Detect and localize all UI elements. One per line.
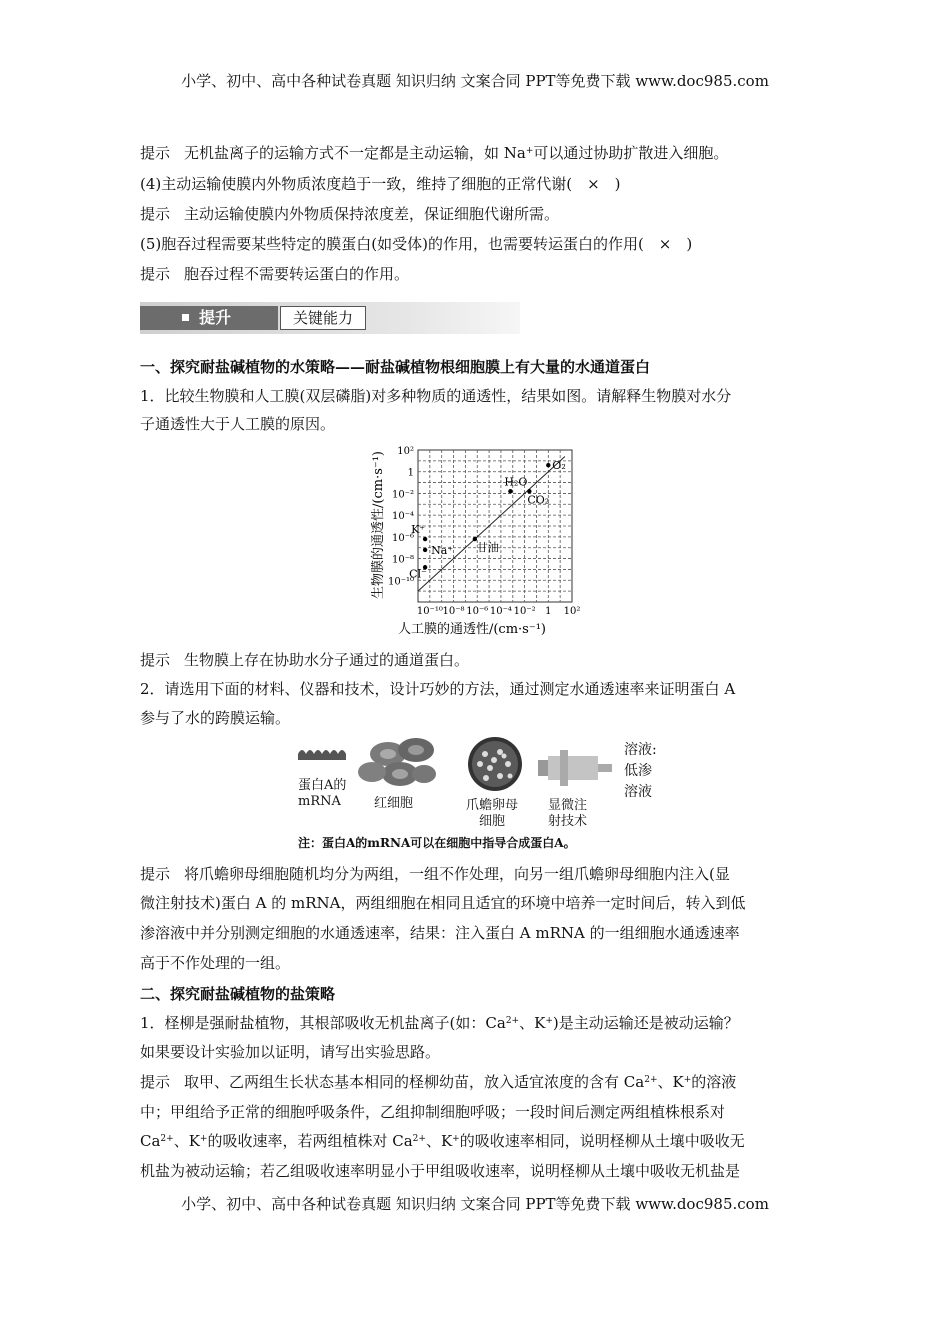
point-label: O₂ (552, 459, 566, 473)
mrna-strand (298, 750, 346, 760)
mrna-label: 蛋白A的 (298, 778, 347, 793)
diagonal-line (418, 457, 565, 592)
tip-text: 高于不作处理的一组。 (140, 954, 291, 972)
solution-label: 溶液: (624, 742, 657, 758)
banner-right: 关键能力 (280, 306, 516, 330)
question-5: (5)胞吞过程需要某些特定的膜蛋白(如受体)的作用，也需要转运蛋白的作用( × ) (140, 235, 693, 253)
question-text: 参与了水的跨膜运输。 (140, 709, 291, 727)
tip-line: 提示 胞吞过程不需要转运蛋白的作用。 (140, 265, 410, 283)
section-title: 二、探究耐盐碱植物的盐策略 (140, 985, 336, 1003)
data-point (423, 548, 427, 552)
solution-label: 溶液 (624, 784, 652, 800)
x-tick-label: 10⁻⁴ (489, 606, 512, 617)
square-icon (182, 314, 189, 321)
permeability-chart (360, 440, 590, 640)
point-label: H₂O (504, 475, 528, 489)
point-label: Na⁺ (431, 543, 454, 557)
tip-text: $Ca^{2+}$、K+的吸收速率，若两组植株对 $Ca^{2+}$、K+的吸收速率相同，说明柽柳从土壤中吸收无 (140, 1132, 745, 1150)
banner-left: 提升 (140, 306, 278, 330)
tip-line: 提示 取甲、乙两组生长状态基本相同的柽柳幼苗，放入适宜浓度的含有 $Ca^{2+}$、K+的溶液 (140, 1073, 737, 1091)
point-label: 甘油 (476, 541, 499, 555)
injection-label: 显微注 (548, 798, 588, 813)
y-tick-label: 10⁻¹⁰ (387, 576, 414, 588)
y-tick-label: 10² (397, 446, 414, 457)
red-blood-cells (358, 738, 436, 786)
tip-text: 中；甲组给予正常的细胞呼吸条件，乙组抑制细胞呼吸；一段时间后测定两组植株根系对 (140, 1103, 726, 1121)
x-tick-label: 10⁻⁶ (466, 606, 489, 617)
x-tick-label: 10⁻⁸ (442, 606, 465, 617)
micro-injector (538, 750, 612, 786)
page-footer: 小学、初中、高中各种试卷真题 知识归纳 文案合同 PPT等免费下载 www.doc985.com (181, 1195, 769, 1213)
question-text: 2．请选用下面的材料、仪器和技术，设计巧妙的方法，通过测定水通透速率来证明蛋白 A (140, 680, 736, 698)
x-tick-label: 1 (545, 606, 552, 617)
y-tick-label: 10⁻⁸ (391, 554, 414, 566)
question-text: 如果要设计实验加以证明，请写出实验思路。 (140, 1043, 441, 1061)
mrna-label: mRNA (298, 794, 341, 809)
point-label: K⁺ (411, 523, 426, 537)
x-tick-label: 10² (563, 606, 581, 617)
rbc-label: 红细胞 (374, 796, 414, 811)
y-axis-label: 生物膜的通透性/(cm·s⁻¹) (371, 450, 386, 600)
y-tick-label: 1 (407, 467, 414, 479)
oocyte-label: 爪蟾卵母 (466, 798, 519, 813)
x-tick-label: 10⁻¹⁰ (416, 606, 443, 617)
question-4: (4)主动运输使膜内外物质浓度趋于一致，维持了细胞的正常代谢( × ) (140, 175, 621, 193)
page-header: 小学、初中、高中各种试卷真题 知识归纳 文案合同 PPT等免费下载 www.doc985.com (181, 72, 769, 90)
question-text: 子通透性大于人工膜的原因。 (140, 415, 336, 433)
tip-line: 提示 将爪蟾卵母细胞随机均分为两组，一组不作处理，向另一组爪蟾卵母细胞内注入(显 (140, 865, 730, 883)
injection-label: 射技术 (548, 814, 588, 829)
tip-line: 提示 主动运输使膜内外物质保持浓度差，保证细胞代谢所需。 (140, 205, 560, 223)
solution-label: 低渗 (624, 763, 652, 779)
oocyte-label: 细胞 (479, 814, 506, 829)
x-tick-label: 10⁻² (513, 606, 536, 617)
oocyte-cell (468, 737, 522, 791)
data-point (546, 463, 550, 467)
data-point (423, 537, 427, 541)
figure-note: 注：蛋白A的mRNA可以在细胞中指导合成蛋白A。 (298, 836, 576, 850)
tip-text: 机盐为被动运输；若乙组吸收速率明显小于甲组吸收速率，说明柽柳从土壤中吸收无机盐是 (140, 1162, 741, 1180)
question-text: 1．柽柳是强耐盐植物，其根部吸收无机盐离子(如：$Ca^{2+}$、K+)是主动运输还是被动运输？ (140, 1014, 739, 1032)
x-axis-label: 人工膜的通透性/(cm·s⁻¹) (397, 622, 547, 637)
point-label: CO₂ (527, 493, 550, 507)
question-text: 1．比较生物膜和人工膜(双层磷脂)对多种物质的通透性，结果如图。请解释生物膜对水分 (140, 387, 732, 405)
section-banner (140, 302, 520, 334)
tip-line: 提示 生物膜上存在协助水分子通过的通道蛋白。 (140, 651, 470, 669)
tip-text: 渗溶液中并分别测定细胞的水通透速率，结果：注入蛋白 A mRNA 的一组细胞水通透速率 (140, 924, 740, 942)
data-point (508, 489, 512, 493)
tip-line: 提示 无机盐离子的运输方式不一定都是主动运输，如 Na+可以通过协助扩散进入细胞。 (140, 144, 729, 162)
y-tick-label: 10⁻⁶ (391, 532, 414, 544)
y-tick-label: 10⁻² (391, 489, 414, 501)
materials-figure (290, 736, 670, 854)
point-label: Cl⁻ (409, 567, 427, 581)
section-title: 一、探究耐盐碱植物的水策略——耐盐碱植物根细胞膜上有大量的水通道蛋白 (140, 358, 651, 376)
tip-text: 微注射技术)蛋白 A 的 mRNA，两组细胞在相同且适宜的环境中培养一定时间后，转入到低 (140, 894, 746, 912)
y-tick-label: 10⁻⁴ (391, 511, 414, 523)
